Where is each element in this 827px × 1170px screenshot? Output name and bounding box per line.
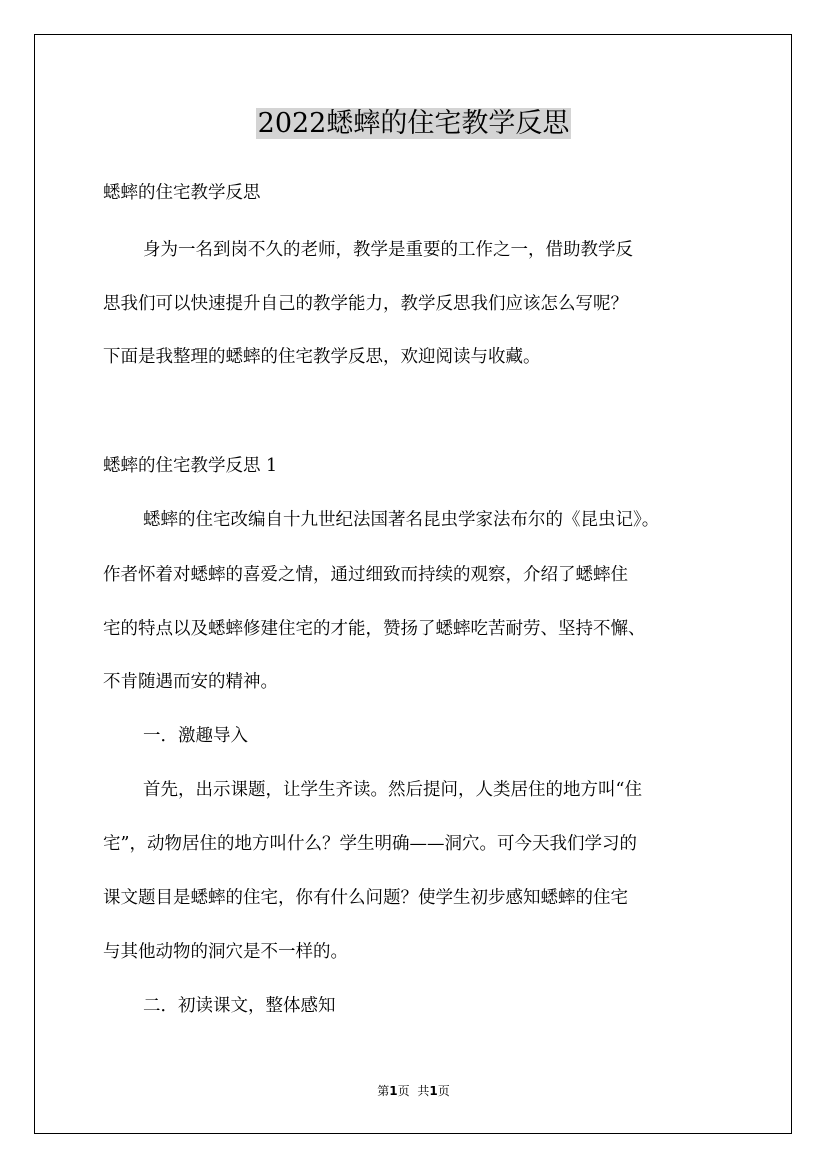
- intro-line-3: 下面是我整理的蟋蟀的住宅教学反思，欢迎阅读与收藏。: [103, 347, 541, 367]
- step2-heading: 二．初读课文，整体感知: [143, 996, 336, 1016]
- intro-line-1: 身为一名到岗不久的老师，教学是重要的工作之一，借助教学反: [143, 240, 633, 260]
- section1-line-2: 作者怀着对蟋蟀的喜爱之情，通过细致而持续的观察，介绍了蟋蟀住: [103, 565, 628, 585]
- footer-total-prefix: 共: [417, 1084, 430, 1098]
- document-title: 2022蟋蟀的住宅教学反思: [257, 108, 570, 139]
- step1-line-4: 与其他动物的洞穴是不一样的。: [103, 942, 348, 962]
- document-subtitle: 蟋蟀的住宅教学反思: [103, 183, 261, 203]
- page-footer: [0, 1083, 827, 1099]
- step1-heading: 一．激趣导入: [143, 726, 248, 746]
- footer-page-number: 1: [389, 1084, 398, 1098]
- footer-total-suffix: 页: [437, 1084, 450, 1098]
- section-heading-1: 蟋蟀的住宅教学反思 1: [103, 456, 278, 476]
- step1-line-1: 首先，出示课题，让学生齐读。然后提问，人类居住的地方叫“住: [143, 780, 642, 800]
- footer-page-suffix: 页: [397, 1084, 410, 1098]
- section1-line-4: 不肯随遇而安的精神。: [103, 672, 278, 692]
- step1-line-2: 宅”，动物居住的地方叫什么？学生明确——洞穴。可今天我们学习的: [103, 834, 637, 854]
- section1-line-1: 蟋蟀的住宅改编自十九世纪法国著名昆虫学家法布尔的《昆虫记》。: [143, 510, 660, 530]
- section1-line-3: 宅的特点以及蟋蟀修建住宅的才能，赞扬了蟋蟀吃苦耐劳、坚持不懈、: [103, 619, 646, 639]
- footer-total-number: 1: [429, 1084, 438, 1098]
- footer-page-prefix: 第: [377, 1084, 390, 1098]
- intro-line-2: 思我们可以快速提升自己的教学能力，教学反思我们应该怎么写呢？: [103, 294, 628, 314]
- step1-line-3: 课文题目是蟋蟀的住宅，你有什么问题？使学生初步感知蟋蟀的住宅: [103, 888, 628, 908]
